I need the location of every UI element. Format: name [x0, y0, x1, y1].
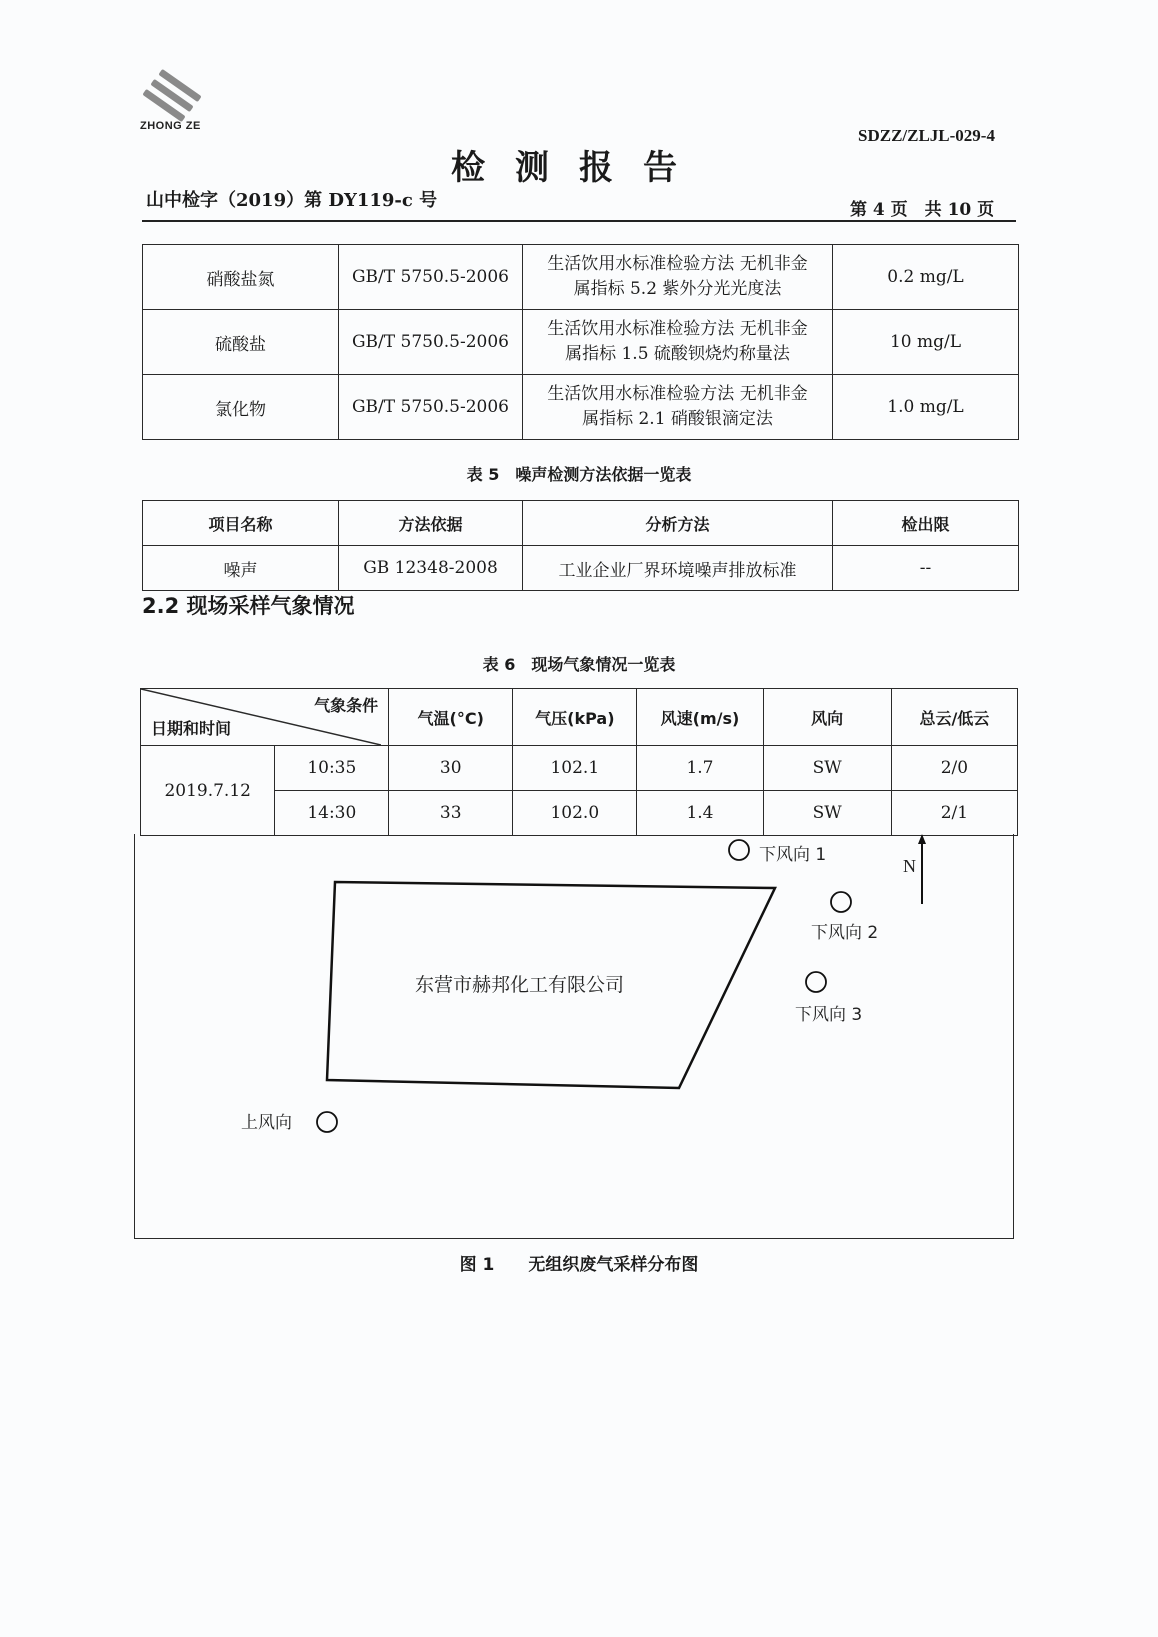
time-cell: 10:35 — [275, 746, 389, 791]
table-header-row — [141, 689, 1018, 746]
company-label: 东营市赫邦化工有限公司 — [415, 974, 625, 996]
wind-direction: SW — [763, 791, 891, 836]
table-row — [143, 375, 1019, 440]
table5-caption: 表 5 噪声检测方法依据一览表 — [466, 465, 692, 484]
weather-table — [140, 688, 1018, 836]
temperature: 30 — [389, 746, 513, 791]
method-line: 生活饮用水标准检验方法 无机非金 — [547, 254, 808, 274]
table6-caption: 表 6 现场气象情况一览表 — [482, 655, 676, 674]
wind-speed: 1.4 — [637, 791, 763, 836]
column-header: 检出限 — [833, 501, 1019, 546]
analysis-method: 工业企业厂界环境噪声排放标准 — [523, 546, 833, 591]
table-row — [143, 310, 1019, 375]
upwind-marker-icon — [317, 1112, 337, 1132]
detection-limit: 10 mg/L — [833, 310, 1019, 375]
standard: GB/T 5750.5-2006 — [339, 245, 523, 310]
diagonal-header — [141, 689, 389, 746]
cloud-cover: 2/1 — [891, 791, 1017, 836]
sampling-map-drawing — [135, 834, 1013, 1238]
diagonal-header-bottom: 日期和时间 — [151, 719, 232, 738]
noise-method-table — [142, 500, 1019, 591]
downwind-3-label: 下风向 3 — [795, 1005, 863, 1025]
page-number: 第 4 页 共 10 页 — [850, 200, 995, 220]
item-name: 硝酸盐氮 — [143, 245, 339, 310]
cloud-cover: 2/0 — [891, 746, 1017, 791]
item-name: 噪声 — [143, 546, 339, 591]
table-row — [143, 245, 1019, 310]
document-code: SDZZ/ZLJL-029-4 — [858, 126, 995, 145]
downwind-1-label: 下风向 1 — [759, 845, 827, 865]
column-header: 风速(m/s) — [637, 689, 763, 746]
column-header: 风向 — [763, 689, 891, 746]
sampling-map-figure — [134, 834, 1014, 1239]
temperature: 33 — [389, 791, 513, 836]
method-line: 属指标 5.2 紫外分光光度法 — [573, 279, 782, 299]
report-number: 山中检字（2019）第 DY119-c 号 — [146, 190, 438, 211]
north-label: N — [903, 856, 916, 876]
item-name: 氯化物 — [143, 375, 339, 440]
logo-text: ZHONG ZE — [140, 120, 201, 132]
method-line: 属指标 2.1 硝酸银滴定法 — [582, 409, 773, 429]
pressure: 102.1 — [513, 746, 637, 791]
wind-speed: 1.7 — [637, 746, 763, 791]
detection-limit: -- — [833, 546, 1019, 591]
analysis-method — [523, 245, 833, 310]
downwind-3-marker-icon — [806, 972, 826, 992]
analysis-method — [523, 375, 833, 440]
time-cell: 14:30 — [275, 791, 389, 836]
column-header: 项目名称 — [143, 501, 339, 546]
method-line: 生活饮用水标准检验方法 无机非金 — [547, 319, 808, 339]
date-cell: 2019.7.12 — [141, 746, 275, 836]
detection-limit: 1.0 mg/L — [833, 375, 1019, 440]
table-row — [143, 546, 1019, 591]
diagonal-header-top: 气象条件 — [314, 696, 379, 715]
section-heading: 2.2 现场采样气象情况 — [142, 594, 355, 618]
standard: GB/T 5750.5-2006 — [339, 310, 523, 375]
column-header: 分析方法 — [523, 501, 833, 546]
wind-direction: SW — [763, 746, 891, 791]
upwind-label: 上风向 — [241, 1113, 292, 1133]
column-header: 方法依据 — [339, 501, 523, 546]
pressure: 102.0 — [513, 791, 637, 836]
company-logo — [140, 72, 220, 142]
downwind-2-marker-icon — [831, 892, 851, 912]
table-row — [141, 746, 1018, 791]
column-header: 总云/低云 — [891, 689, 1017, 746]
standard: GB 12348-2008 — [339, 546, 523, 591]
table-header-row — [143, 501, 1019, 546]
detection-limit: 0.2 mg/L — [833, 245, 1019, 310]
method-line: 生活饮用水标准检验方法 无机非金 — [547, 384, 808, 404]
figure-caption: 图 1 无组织废气采样分布图 — [459, 1255, 699, 1275]
standard: GB/T 5750.5-2006 — [339, 375, 523, 440]
column-header: 气压(kPa) — [513, 689, 637, 746]
header-divider — [142, 220, 1016, 222]
analysis-method — [523, 310, 833, 375]
downwind-2-label: 下风向 2 — [811, 923, 879, 943]
water-method-table — [142, 244, 1019, 440]
item-name: 硫酸盐 — [143, 310, 339, 375]
downwind-1-marker-icon — [729, 840, 749, 860]
method-line: 属指标 1.5 硫酸钡烧灼称量法 — [565, 344, 790, 364]
page-title: 检测报告 — [451, 148, 707, 188]
column-header: 气温(°C) — [389, 689, 513, 746]
